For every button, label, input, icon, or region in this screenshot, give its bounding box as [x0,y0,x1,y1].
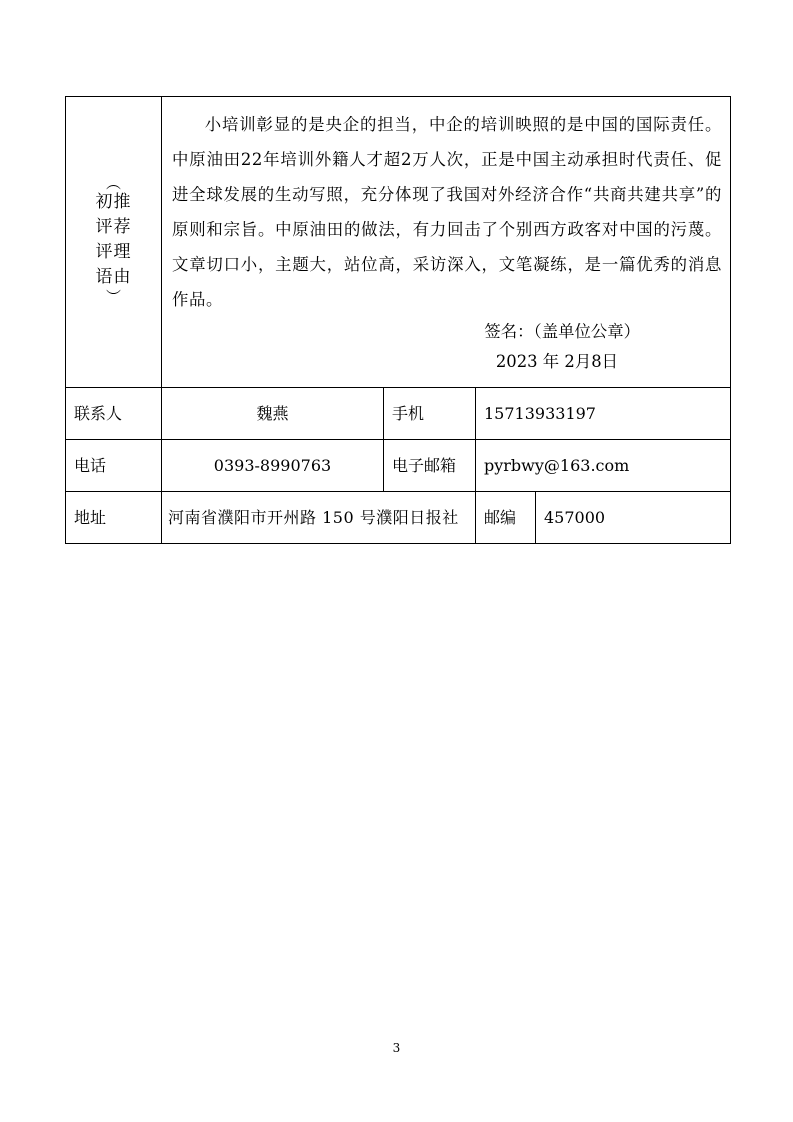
open-paren: ︵ [105,174,121,192]
label-line-1: 初推 [95,192,132,212]
label-line-3: 评理 [95,242,132,262]
address-value: 河南省濮阳市开州路 150 号濮阳日报社 [162,492,476,544]
postcode-value: 457000 [536,492,731,544]
email-label: 电子邮箱 [384,440,476,492]
close-paren: ︶ [105,288,121,306]
mobile-value: 15713933197 [476,388,731,440]
comment-cell [162,97,731,388]
comment-section-label [66,97,162,388]
signature-line: 签名：（盖单位公章） [484,322,641,341]
date-line: 2023 年 2月8日 [495,352,619,371]
phone-label: 电话 [66,440,162,492]
label-line-2: 评荐 [95,217,132,237]
contact-label: 联系人 [66,388,162,440]
address-label: 地址 [66,492,162,544]
page-number: 3 [392,1041,401,1055]
label-line-4: 语由 [95,267,132,287]
phone-value: 0393-8990763 [162,440,384,492]
email-value: pyrbwy@163.com [476,440,731,492]
postcode-label: 邮编 [476,492,536,544]
comment-text: 小培训彰显的是央企的担当，中企的培训映照的是中国的国际责任。中原油田22年培训外籍人才超2万人次，正是中国主动承担时代责任、促进全球发展的生动写照，充分体现了我国对外经济合作“共商共建共享”的原则和宗旨。中原油田的做法，有力回击了个别西方政客对中国的污蔑。文章切口小，主题大，站位高，采访深入，文笔凝练，是一篇优秀的消息作品。 [172,115,723,309]
contact-value: 魏燕 [162,388,384,440]
recommendation-form [65,96,731,544]
mobile-label: 手机 [384,388,476,440]
